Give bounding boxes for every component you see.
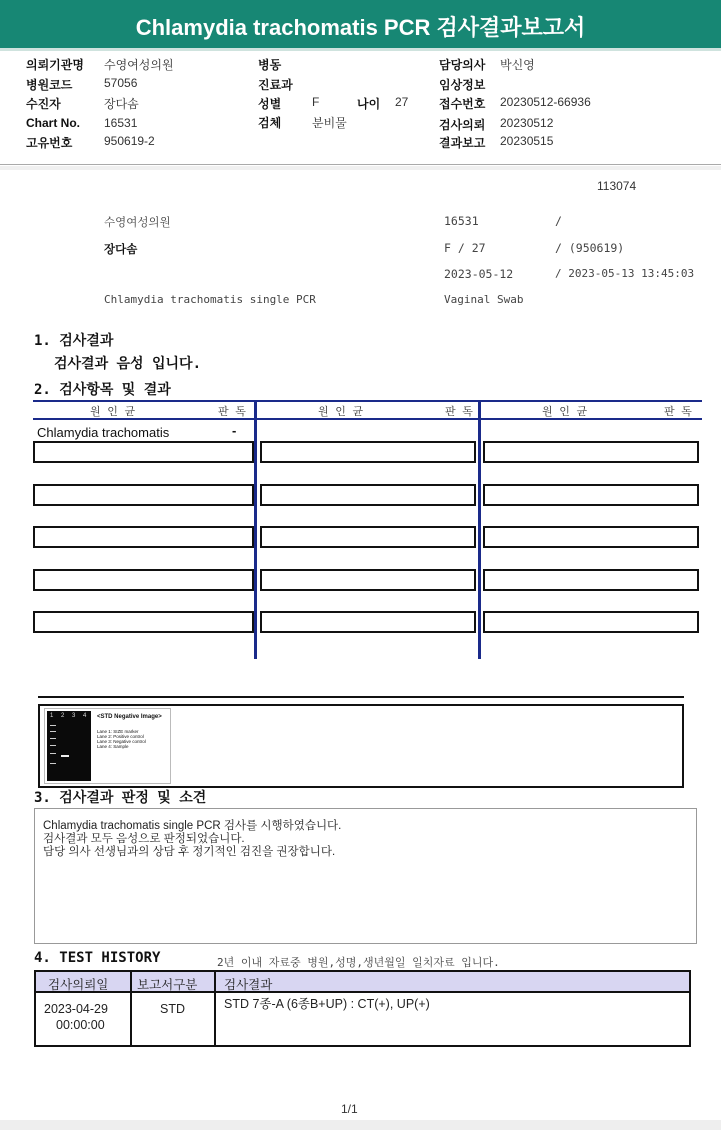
history-row-date: 2023-04-29 <box>44 1002 108 1016</box>
history-row-result: STD 7종-A (6종B+UP) : CT(+), UP(+) <box>224 997 430 1011</box>
result-box <box>483 569 699 591</box>
result-box <box>260 569 476 591</box>
table-divider-1 <box>254 400 257 659</box>
gel-band <box>50 753 56 754</box>
history-header-date: 검사의뢰일 <box>48 978 109 992</box>
lane-number: 2 <box>61 713 65 719</box>
print-hospital: 수영여성의원 <box>104 215 171 229</box>
history-header-row <box>36 972 689 993</box>
history-header-result: 검사결과 <box>224 978 273 992</box>
history-col-divider <box>130 972 132 1045</box>
page-bottom-bar <box>0 1120 721 1130</box>
print-birth: / (950619) <box>555 241 625 255</box>
hospital-value: 수영여성의원 <box>104 58 174 72</box>
print-chart: 16531 <box>444 214 479 228</box>
print-datetime: / 2023-05-13 13:45:03 <box>555 267 695 280</box>
gel-band <box>50 725 56 726</box>
print-sex-age: F / 27 <box>444 241 486 255</box>
dept-label: 진료과 <box>258 78 293 92</box>
col3-organism-header: 원 인 균 <box>542 405 588 418</box>
patient-value: 장다솜 <box>104 97 139 111</box>
lane-number: 1 <box>50 713 54 719</box>
gel-band <box>61 755 69 757</box>
opinion-box <box>34 808 697 944</box>
request-label: 검사의뢰 <box>439 118 486 132</box>
history-col-divider <box>214 972 216 1045</box>
receipt-label: 접수번호 <box>439 97 486 111</box>
section3-title: 3. 검사결과 판정 및 소견 <box>34 790 207 806</box>
print-test: Chlamydia trachomatis single PCR <box>104 293 316 306</box>
table-divider-2 <box>478 400 481 659</box>
sex-label: 성별 <box>258 97 282 111</box>
result-box <box>33 569 254 591</box>
sex-value: F <box>312 95 320 109</box>
print-specimen: Vaginal Swab <box>444 293 524 306</box>
lane-number: 3 <box>72 713 76 719</box>
col3-judge-header: 판 독 <box>664 405 692 418</box>
col2-organism-header: 원 인 균 <box>318 405 364 418</box>
print-patient: 장다솜 <box>104 242 138 256</box>
row1-organism: Chlamydia trachomatis <box>37 425 170 440</box>
report-date-label: 결과보고 <box>439 136 486 150</box>
result-box <box>33 526 254 548</box>
section1-title: 1. 검사결과 <box>34 333 114 349</box>
result-box <box>260 484 476 506</box>
gel-band <box>50 738 56 739</box>
specimen-value: 분비물 <box>312 116 347 130</box>
result-box <box>483 526 699 548</box>
result-box <box>260 441 476 463</box>
hospital-label: 의뢰기관명 <box>26 58 84 72</box>
row1-result: - <box>232 423 237 438</box>
header-shadow <box>0 166 721 170</box>
gel-legend: Lane 4: Sample <box>97 744 129 749</box>
table-top-line <box>33 400 702 402</box>
col1-organism-header: 원 인 균 <box>90 405 136 418</box>
uid-label: 고유번호 <box>26 136 73 150</box>
uid-value: 950619-2 <box>104 134 155 148</box>
chart-value: 16531 <box>104 116 138 130</box>
result-box <box>33 484 254 506</box>
specimen-label: 검체 <box>258 116 282 130</box>
result-box <box>483 484 699 506</box>
result-box <box>260 611 476 633</box>
chart-label: Chart No. <box>26 116 80 130</box>
doctor-label: 담당의사 <box>439 58 486 72</box>
history-table <box>34 970 691 1047</box>
history-row-time: 00:00:00 <box>56 1018 105 1032</box>
gel-top-rule <box>38 696 684 698</box>
header-info <box>0 52 721 162</box>
gel-image <box>44 708 171 784</box>
section1-result: 검사결과 음성 입니다. <box>54 356 202 372</box>
result-box <box>33 611 254 633</box>
gel-title: <STD Negative Image> <box>97 714 162 720</box>
opinion-line: Chlamydia trachomatis single PCR 검사를 시행하였습니다. <box>43 820 342 832</box>
age-value: 27 <box>395 95 409 109</box>
section4-title: 4. TEST HISTORY <box>34 950 161 966</box>
opinion-line: 검사결과 모두 음성으로 판정되었습니다. <box>43 833 245 845</box>
clinical-label: 임상정보 <box>439 78 486 92</box>
age-label: 나이 <box>357 97 381 111</box>
page-number: 1/1 <box>341 1102 358 1116</box>
opinion-line: 담당 의사 선생님과의 상담 후 정기적인 검진을 권장합니다. <box>43 846 336 858</box>
report-date-value: 20230515 <box>500 134 554 148</box>
print-date: 2023-05-12 <box>444 267 514 281</box>
code-label: 병원코드 <box>26 78 73 92</box>
gel-band <box>50 745 56 746</box>
print-slash: / <box>555 214 562 228</box>
result-box <box>260 526 476 548</box>
gel-legend: Lane 3: Negative control <box>97 739 146 744</box>
patient-label: 수진자 <box>26 97 61 111</box>
print-id: 113074 <box>597 179 637 193</box>
report-title: Chlamydia trachomatis PCR 검사결과보고서 <box>0 0 721 51</box>
gel-photo <box>47 711 91 781</box>
result-box <box>483 441 699 463</box>
gel-legend: Lane 1: SIZE marker <box>97 729 139 734</box>
ward-label: 병동 <box>258 58 282 72</box>
history-header-type: 보고서구분 <box>137 978 198 992</box>
gel-band <box>50 731 56 732</box>
history-note: 2년 이내 자료중 병원,성명,생년월일 일치자료 입니다. <box>217 956 500 969</box>
col1-judge-header: 판 독 <box>218 405 246 418</box>
code-value: 57056 <box>104 76 138 90</box>
receipt-value: 20230512-66936 <box>500 95 591 109</box>
gel-band <box>50 763 56 764</box>
gel-legend: Lane 2: Positive control <box>97 734 144 739</box>
request-value: 20230512 <box>500 116 554 130</box>
doctor-value: 박신영 <box>500 58 535 72</box>
result-box <box>483 611 699 633</box>
col2-judge-header: 판 독 <box>445 405 473 418</box>
lane-number: 4 <box>83 713 87 719</box>
history-row-type: STD <box>160 1002 185 1016</box>
header-divider <box>0 164 721 165</box>
result-box <box>33 441 254 463</box>
section2-title: 2. 검사항목 및 결과 <box>34 382 171 398</box>
